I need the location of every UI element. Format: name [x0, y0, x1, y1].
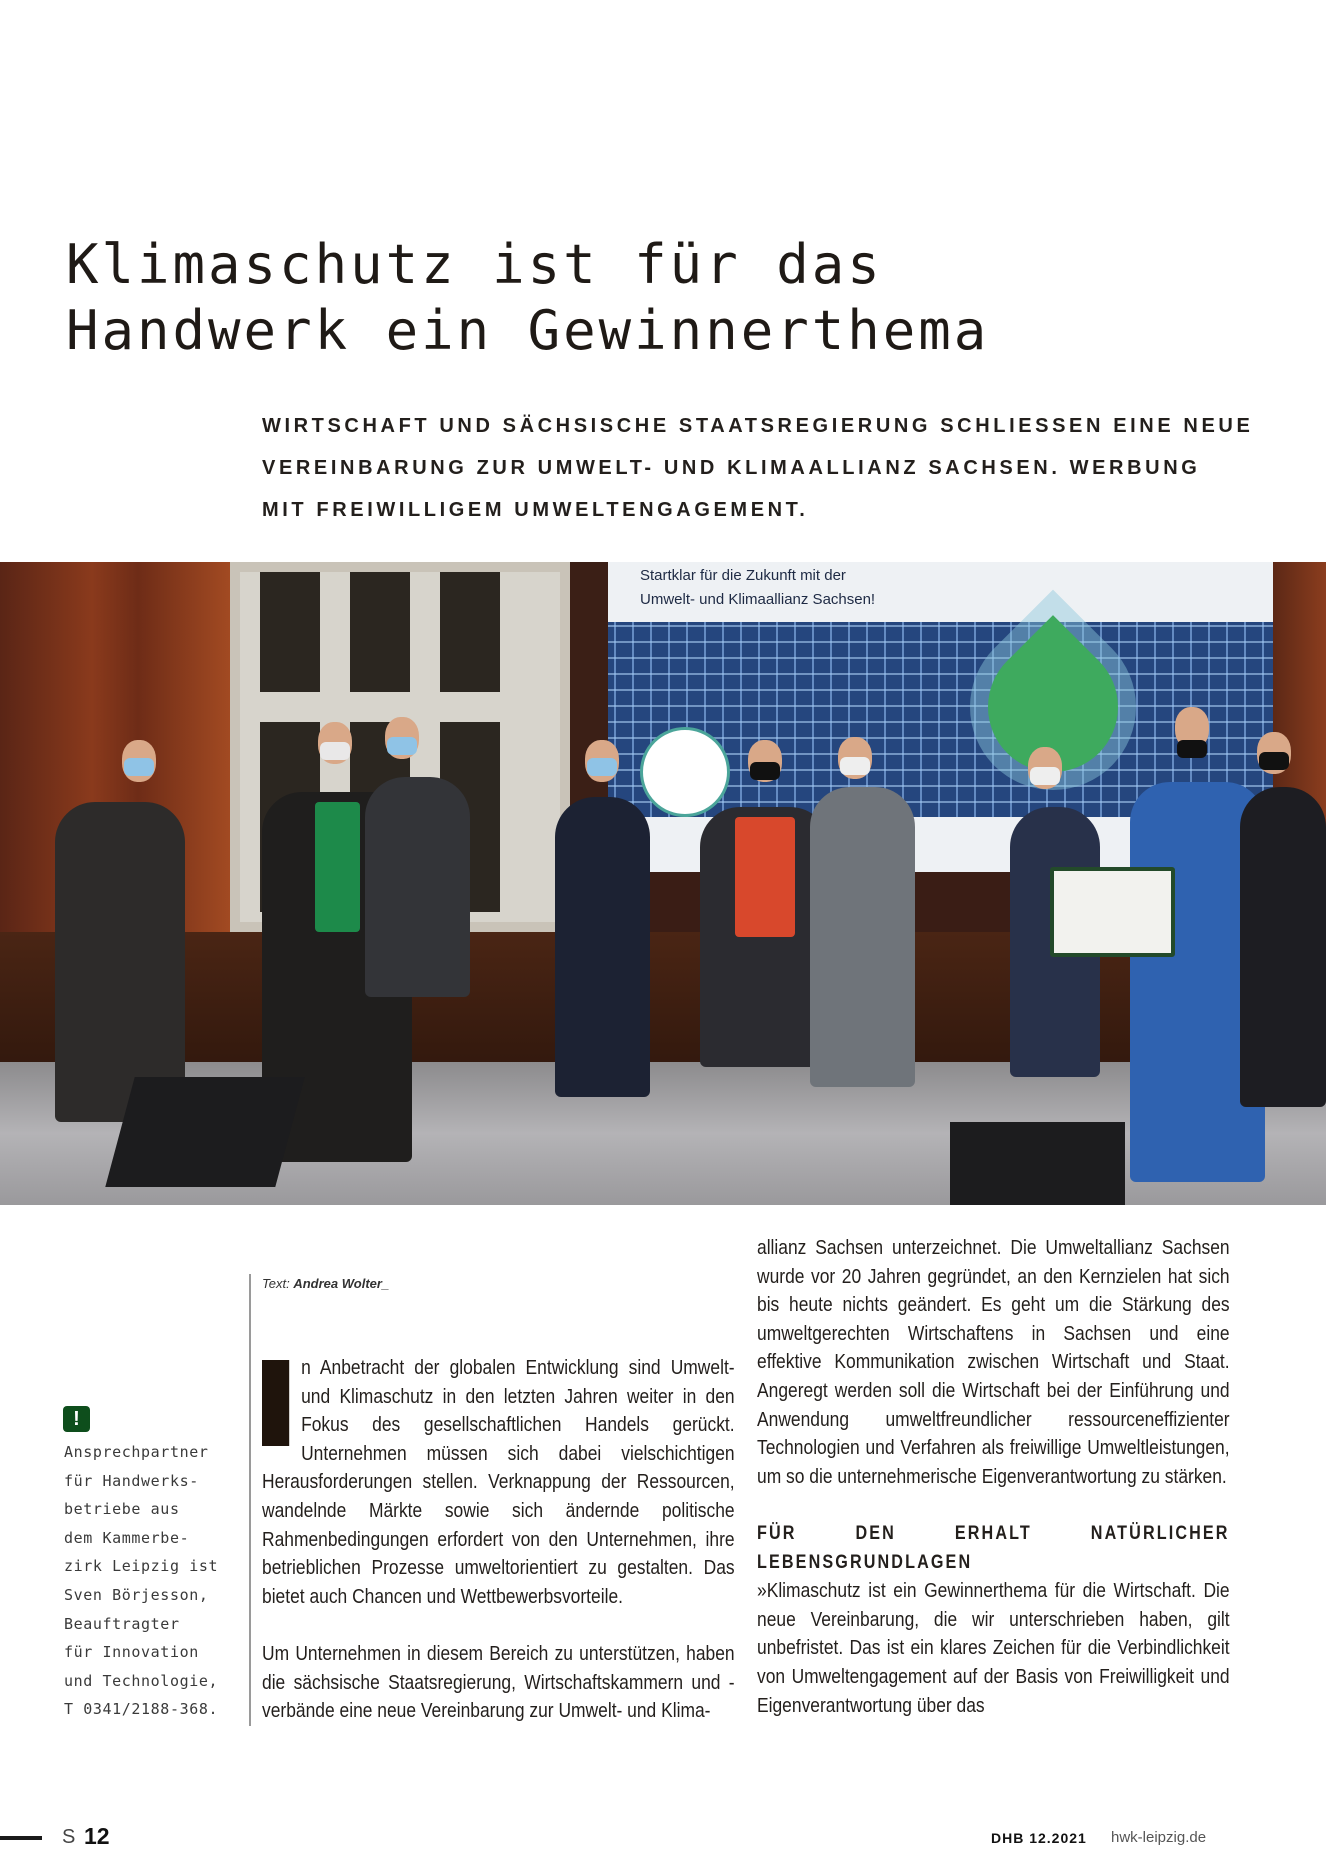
footer-bar	[0, 1836, 42, 1840]
paragraph: »Klimaschutz ist ein Gewinnerthema für die Wirtschaft. Die neue Vereinbarung, die wir unterschrieben haben, gilt unbefristet. Das ist ein klares Zeichen für die Verbindlichkeit von Umweltengagement auf der Basis von Freiwilligkeit und Eigenverantwortung über das	[757, 1579, 1230, 1717]
sidebar-line: und Technologie,	[64, 1671, 219, 1690]
certificate-folder	[1050, 867, 1175, 957]
sidebar-line: Sven Börjesson,	[64, 1585, 209, 1604]
paragraph: Um Unternehmen in diesem Bereich zu unterstützen, haben die sächsische Staatsregierung, Wirtschaftskammern und -verbände eine neue Vereinbarung zur Umwelt- und Klima-	[262, 1641, 735, 1723]
mask	[840, 757, 870, 775]
person-top	[735, 817, 795, 937]
mask	[1177, 740, 1207, 758]
magazine-issue: DHB 12.2021	[991, 1830, 1087, 1846]
article-lead	[262, 405, 1253, 531]
title-line: Handwerk ein Gewinnerthema	[66, 299, 990, 362]
subheading: FÜR DEN ERHALT NATÜRLICHER LEBENSGRUNDLAGEN	[757, 1522, 1230, 1573]
text-column-1	[262, 1354, 735, 1726]
page-number: 12	[84, 1823, 110, 1849]
screen-text-line: Startklar für die Zukunft mit der	[640, 567, 846, 584]
screen-text	[640, 564, 875, 612]
person-shirt	[315, 802, 360, 932]
sidebar-line: dem Kammerbe-	[64, 1528, 190, 1547]
person	[365, 777, 470, 997]
alliance-logo	[640, 727, 730, 817]
paragraph-text: n Anbetracht der globalen Entwicklung sind Umwelt- und Klimaschutz in den letzten Jahren weiter in den Fokus des gesellschaftlichen Handels gerückt. Unternehmen müssen sich dabei vielschichtigen Herausforderungen stellen. Verknappung der Ressourcen, wandelnde Märkte sowie sich ändernde politische Rahmenbedingungen erfordert von den Unternehmen, ihre betrieblichen Prozesse umweltorientiert zu gestalten. Das bietet auch Chancen und Wettbewerbsvorteile.	[262, 1356, 735, 1608]
title-line: Klimaschutz ist für das	[66, 233, 883, 296]
mask	[587, 758, 617, 776]
sidebar-line: Beauftragter	[64, 1614, 180, 1633]
mask	[387, 737, 417, 755]
page-prefix: S	[62, 1826, 76, 1848]
column-divider	[249, 1274, 251, 1726]
event-photo	[0, 562, 1326, 1205]
text-column-2	[757, 1234, 1230, 1720]
person	[810, 787, 915, 1087]
screen-text-line: Umwelt- und Klimaallianz Sachsen!	[640, 591, 876, 608]
sidebar-line: Ansprechpartner	[64, 1443, 209, 1461]
sidebar-line: T 0341/2188-368.	[64, 1700, 219, 1719]
sidebar-line: zirk Leipzig ist	[64, 1557, 219, 1576]
mask	[1030, 767, 1060, 785]
website-url: hwk-leipzig.de	[1111, 1829, 1207, 1846]
sidebar-contact-note	[64, 1438, 218, 1724]
paragraph: allianz Sachsen unterzeichnet. Die Umweltallianz Sachsen wurde vor 20 Jahren gegründet, an den Kernzielen hat sich bis heute nichts geändert. Es geht um die Stärkung des umweltgerechten Wirtschaftens in Sachsen und eine effektive Kommunikation zwischen Wirtschaft und Staat. Angeregt werden soll die Wirtschaft bei der Einführung und Anwendung umweltfreundlicher ressourceneffizienter Technologien und Verfahren als freiwillige Umweltleistungen, um so die unternehmerische Eigenverantwortung zu stärken.	[757, 1236, 1230, 1488]
sidebar-line: für Handwerks-	[64, 1471, 199, 1490]
mask	[750, 762, 780, 780]
exclamation-icon: !	[63, 1406, 90, 1432]
lead-line: VEREINBARUNG ZUR UMWELT- UND KLIMAALLIANZ SACHSEN. WERBUNG	[262, 457, 1201, 479]
credit-author: Andrea Wolter_	[293, 1276, 390, 1291]
mask	[124, 758, 154, 776]
stage-monitor	[950, 1122, 1125, 1205]
drop-cap	[262, 1360, 289, 1446]
stage-speaker	[105, 1077, 304, 1187]
sidebar-line: betriebe aus	[64, 1500, 180, 1519]
person	[555, 797, 650, 1097]
mask	[320, 742, 350, 760]
paragraph	[262, 1354, 735, 1611]
sidebar-line: für Innovation	[64, 1643, 199, 1662]
mask	[1259, 752, 1289, 770]
person	[1240, 787, 1326, 1107]
lead-line: MIT FREIWILLIGEM UMWELTENGAGEMENT.	[262, 499, 809, 521]
author-credit	[262, 1276, 389, 1291]
lead-line: WIRTSCHAFT UND SÄCHSISCHE STAATSREGIERUNG SCHLIESSEN EINE NEUE	[262, 415, 1254, 437]
credit-label: Text:	[262, 1276, 290, 1291]
person	[55, 802, 185, 1122]
article-title	[66, 232, 989, 364]
